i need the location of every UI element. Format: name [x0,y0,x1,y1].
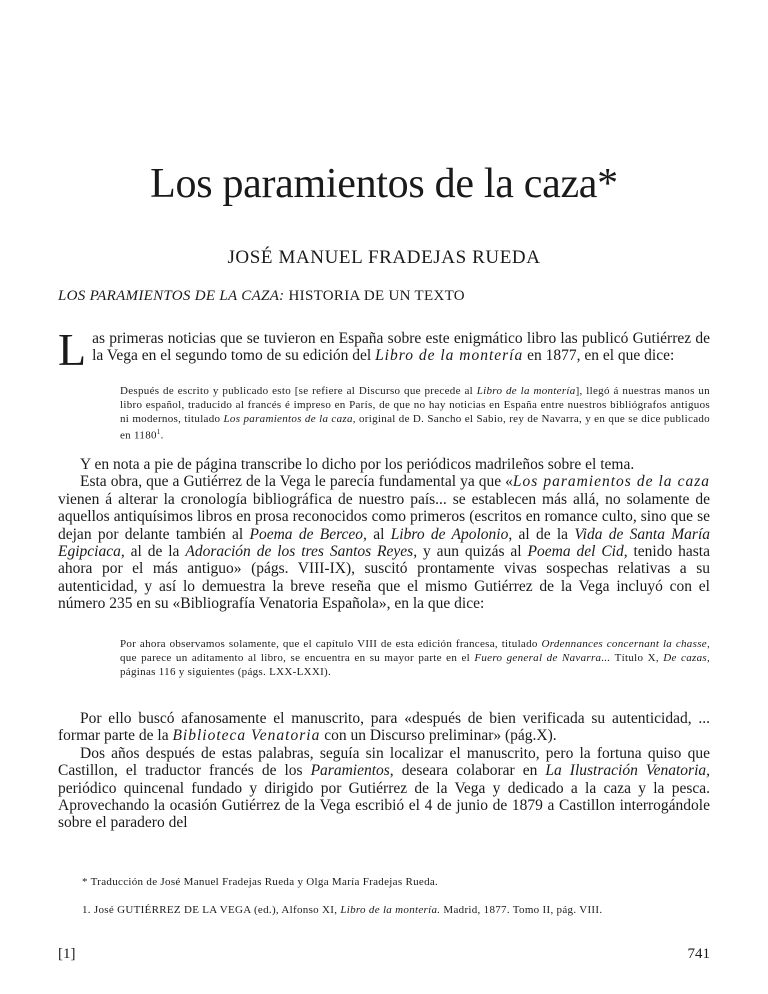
italic-title: Paramientos, [310,762,394,780]
text-run: en 1877, en el que dice: [523,347,675,365]
section-heading [58,288,465,305]
italic-title: Libro de la montería. [340,904,441,916]
text-run: periódico quincenal fundado y dirigido por Gutiérrez de la Vega y dedicado a la caza y la pesca. Aprovechando la ocasión Gutiérrez de la Vega escribió el 4 de junio de 1879 a Castillon interrogándole sobre el paradero del [58,779,710,832]
italic-title: Ordennances concernant la chasse, [541,638,711,650]
text-run: Dos años después de estas palabras, seguía sin localizar el manuscrito, pero la fortuna quiso que Castillon, el traductor francés de los [58,744,710,780]
section-heading-italic: LOS PARAMIENTOS DE LA CAZA: [58,288,285,304]
text-run: Esta obra, que a Gutiérrez de la Vega le parecía fundamental ya que « [80,473,513,491]
text-run: 1. José GUTIÉRREZ DE LA VEGA (ed.), Alfonso XI, [82,904,341,916]
paragraph: Y en nota a pie de página transcribe lo dicho por los periódicos madrileños sobre el tema. [80,456,635,473]
drop-cap: L [58,324,87,375]
text-run: Madrid, 1877. Tomo II, pág. VIII. [440,904,603,916]
footnote-ref: 1 [156,428,161,437]
paragraph [58,710,710,745]
text-run: al [366,525,391,543]
italic-title: Fuero general de Navarra... [474,651,611,664]
text-run: Título X, [610,651,664,664]
paragraph-body-2 [58,710,710,832]
italic-title: Poema del Cid, [527,543,628,561]
text-run: Por ahora observamos solamente, que el capítulo VIII de esta edición francesa, titulado [120,638,542,650]
text-run: páginas 116 y siguientes (págs. LXX-LXXI). [120,665,332,678]
footnote-star: * Traducción de José Manuel Fradejas Rueda y Olga María Fradejas Rueda. [82,876,439,888]
paragraph-body-1 [58,456,710,613]
paragraph [58,473,710,612]
italic-title: Poema de Berceo, [249,525,367,543]
text-run: , al de la [508,525,575,543]
text-run: y aun quizás al [417,543,528,561]
italic-title: Biblioteca Venatoria [172,727,321,745]
text-run: que parece un aditamento al libro, se encuentra en su mayor parte en el [120,651,475,664]
italic-title: Los paramientos de la caza, [223,412,356,425]
paragraph [58,745,710,832]
text-run: vienen á alterar la cronología bibliográfica de nuestro país... se establecen más allá, no solamente de aquellos antiquísimos libros en prosa reconocidos como primeros (escritos en romance culto, sino que se dejan por delante también al [58,490,710,543]
italic-title: Libro de Apolonio [390,525,509,543]
text-run: Por ello buscó afanosamente el manuscrito, para «después de bien verificada su autenticidad, ... formar parte de la [58,710,710,745]
text-run: al de la [124,543,186,561]
text-run: deseara colaborar en [393,762,546,780]
text-run: con un Discurso preliminar» (pág.X). [320,727,557,745]
italic-title: Libro de la montería [375,347,524,365]
text-run: tenido hasta ahora por el más antiguo» (págs. VIII-IX), suscitó prontamente vivas sospechas relativas a su autenticidad, y así lo demuestra la breve reseña que el mismo Gutiérrez de la Vega incluyó con el número 235 en su «Bibliografía Venatoria Española», en la que dice: [58,543,710,613]
text-run: Después de escrito y publicado esto [se refiere al Discurso que precede al [120,385,477,397]
italic-title: Libro de la montería [476,385,576,397]
text-run: . [160,430,164,443]
text-run: as primeras noticias que se tuvieron en España sobre este enigmático libro las publicó Gutiérrez de la Vega en el segundo tomo de su edición del [92,330,710,365]
text-run: original de D. Sancho el Sabio, rey de Navarra, y en que se dice publicado en 1180 [120,412,710,443]
page-label: [1] [58,946,76,962]
article-title: Los paramientos de la caza* [150,161,618,207]
italic-title: Adoración de los tres Santos Reyes, [185,543,418,561]
text-run: ], llegó á nuestras manos un libro español, traducido al francés é impreso en París, de que no hay noticias en España entre nuestros bibliógrafos antiguos ni modernos, titulado [120,385,710,425]
block-quote-2 [120,638,710,679]
italic-title: De cazas, [663,651,711,664]
paragraph-intro [58,324,710,375]
footnote-1 [58,903,710,917]
author-name: JOSÉ MANUEL FRADEJAS RUEDA [227,247,541,268]
italic-title: Los paramientos de la caza [512,473,710,491]
page-number: 741 [687,946,710,962]
italic-title: Vida de Santa María Egipciaca, [58,525,710,561]
italic-title: La Ilustración Venatoria, [545,762,710,780]
section-heading-rest: HISTORIA DE UN TEXTO [288,288,465,304]
block-quote-1 [120,385,710,444]
